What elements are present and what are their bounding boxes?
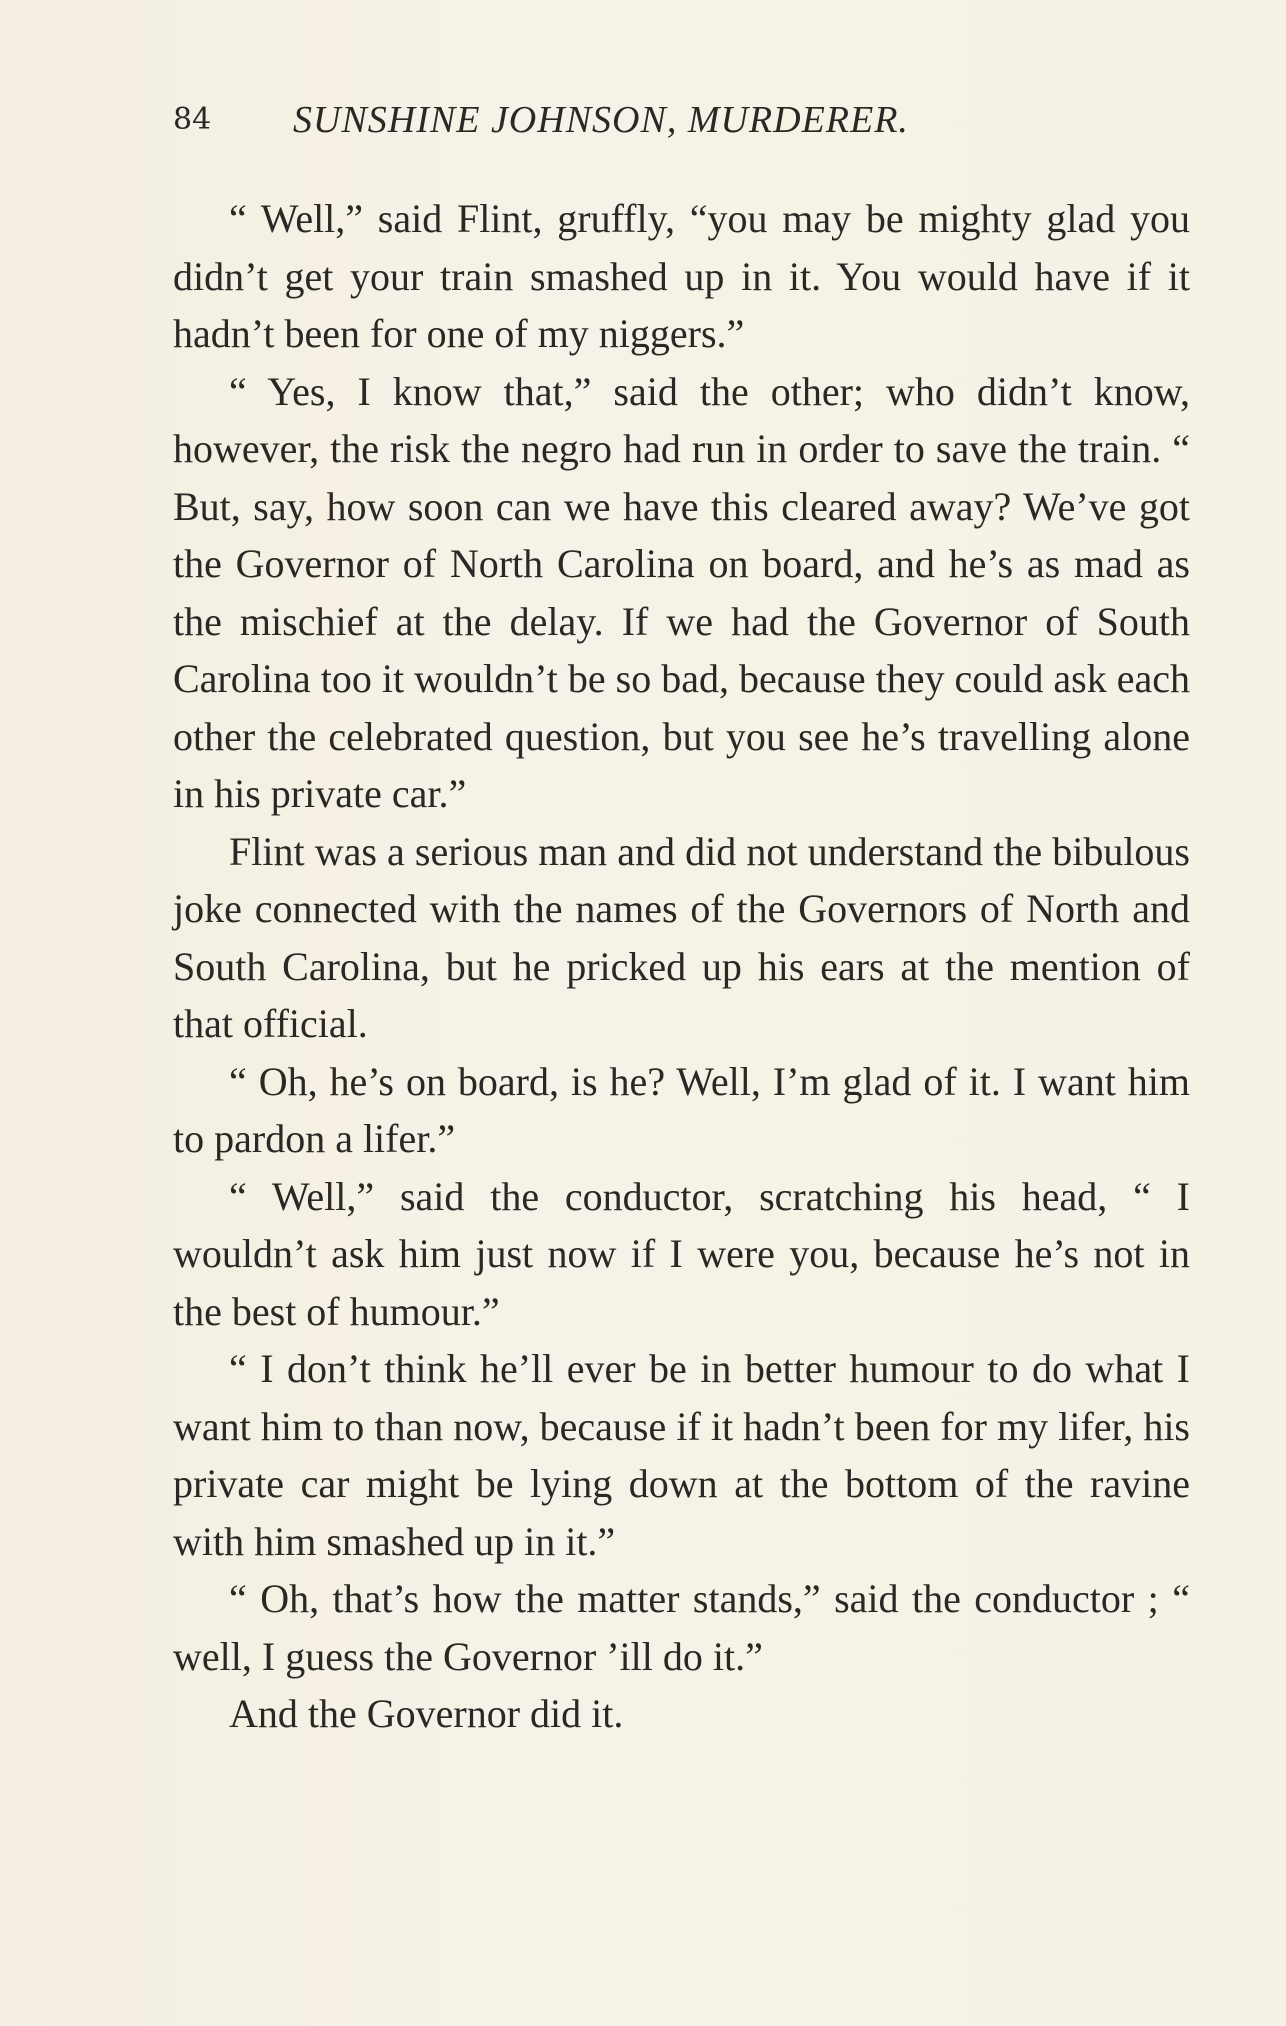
paragraph-3: Flint was a serious man and did not understand the bibulous joke connected with the names of the Governors of North and South Carolina, but he pricked up his ears at the mention of that official. — [173, 828, 1190, 1046]
paragraph-7: “ Oh, that’s how the matter stands,” said the conductor ; “ well, I guess the Governor ’ill do it.” — [173, 1576, 1190, 1679]
paragraph-8: And the Governor did it. — [229, 1691, 624, 1736]
paragraph-6: “ I don’t think he’ll ever be in better humour to do what I want him to than now, because if it hadn’t been for my lifer, his private car might be lying down at the bottom of the ravine with him smashed up in it.” — [173, 1346, 1190, 1564]
page-header — [173, 98, 1093, 158]
paragraph-5: “ Well,” said the conductor, scratching his head, “ I wouldn’t ask him just now if I were you, because he’s not in the best of humour.” — [173, 1173, 1190, 1334]
paragraph-4: “ Oh, he’s on board, is he? Well, I’m glad of it. I want him to pardon a lifer.” — [173, 1058, 1190, 1161]
body-text — [173, 190, 1190, 1743]
running-title: SUNSHINE JOHNSON, MURDERER. — [293, 99, 909, 141]
page-number: 84 — [173, 102, 212, 137]
paragraph-1: “ Well,” said Flint, gruffly, “you may be mighty glad you didn’t get your train smashed up in it. You would have if it hadn’t been for one of my niggers.” — [173, 196, 1190, 356]
paragraph-2: “ Yes, I know that,” said the other; who didn’t know, however, the risk the negro had run in order to save the train. “ But, say, how soon can we have this cleared away? We’ve got the Governor of North Carolina on board, and he’s as mad as the mischief at the delay. If we had the Governor of South Carolina too it wouldn’t be so bad, because they could ask each other the celebrated question, but you see he’s travelling alone in his private car.” — [173, 368, 1190, 816]
